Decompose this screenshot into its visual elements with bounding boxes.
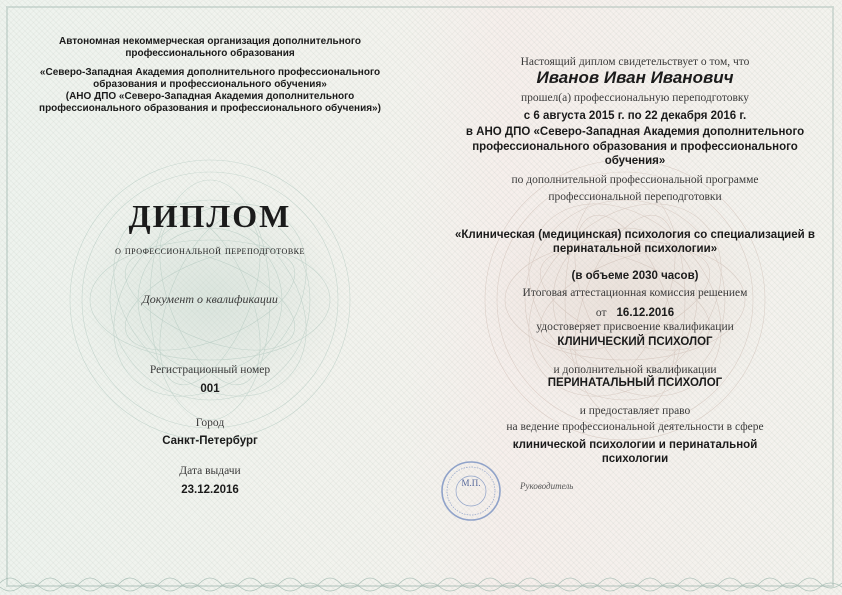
grants-text: и предоставляет право	[579, 405, 691, 417]
graduate-name: Иванов Иван Иванович	[536, 68, 734, 87]
qualification: КЛИНИЧЕСКИЙ ПСИХОЛОГ	[557, 336, 713, 348]
program-name-line: «Клиническая (медицинская) психология со специализацией в	[455, 229, 815, 241]
institution-line: обучения»	[604, 155, 666, 167]
document-title: ДИПЛОМ	[128, 198, 292, 234]
activity-text: на ведение профессиональной деятельности в сфере	[506, 421, 764, 433]
org-line: Автономная некоммерческая организация дополнительного	[59, 36, 361, 47]
director-label: Руководитель	[520, 481, 574, 491]
issue-date-label: Дата выдачи	[179, 465, 241, 477]
sphere-line: психологии	[601, 453, 669, 465]
certifies-text: удостоверяет присвоение квалификации	[536, 321, 734, 333]
org-line: «Северо-Западная Академия дополнительного профессионального	[39, 67, 381, 78]
commission-text: Итоговая аттестационная комиссия решением	[522, 287, 748, 299]
program-hours: (в объеме 2030 часов)	[571, 270, 699, 282]
org-line: (АНО ДПО «Северо-Западная Академия дополнительного	[65, 91, 355, 102]
document-type: Документ о квалификации	[142, 292, 278, 306]
decision-prefix: от	[595, 307, 607, 319]
decision-line	[440, 303, 830, 321]
org-line: профессионального образования	[125, 48, 295, 59]
org-line: образования и профессионального обучения»	[93, 79, 327, 90]
decision-date: 16.12.2016	[616, 307, 675, 319]
registration-label: Регистрационный номер	[149, 364, 271, 376]
official-stamp	[440, 460, 502, 522]
study-period: с 6 августа 2015 г. по 22 декабря 2016 г.	[523, 110, 747, 122]
registration-number: 001	[200, 383, 220, 395]
document-subtitle: о профессиональной переподготовке	[115, 243, 305, 257]
city-label: Город	[195, 417, 225, 429]
additional-qualification-label: и дополнительной квалификации	[553, 364, 717, 376]
stamp-text: М.П.	[461, 478, 481, 488]
issue-date-value: 23.12.2016	[181, 484, 239, 496]
additional-qualification: ПЕРИНАТАЛЬНЫЙ ПСИХОЛОГ	[547, 377, 723, 389]
org-line: профессионального образования и профессионального обучения»)	[39, 103, 381, 114]
program-intro-line: профессиональной переподготовки	[548, 191, 722, 203]
institution-line: профессионального образования и профессионального	[472, 141, 798, 153]
city-value: Санкт-Петербург	[162, 435, 258, 447]
sphere-line: клинической психологии и перинатальной	[512, 439, 758, 451]
passed-text: прошел(а) профессиональную переподготовку	[520, 92, 750, 104]
left-page	[22, 0, 398, 595]
institution-line: в АНО ДПО «Северо-Западная Академия дополнительного	[465, 126, 805, 138]
intro-text: Настоящий диплом свидетельствует о том, что	[520, 56, 750, 68]
program-intro-line: по дополнительной профессиональной программе	[511, 174, 759, 186]
program-name-line: перинатальной психологии»	[552, 243, 718, 255]
